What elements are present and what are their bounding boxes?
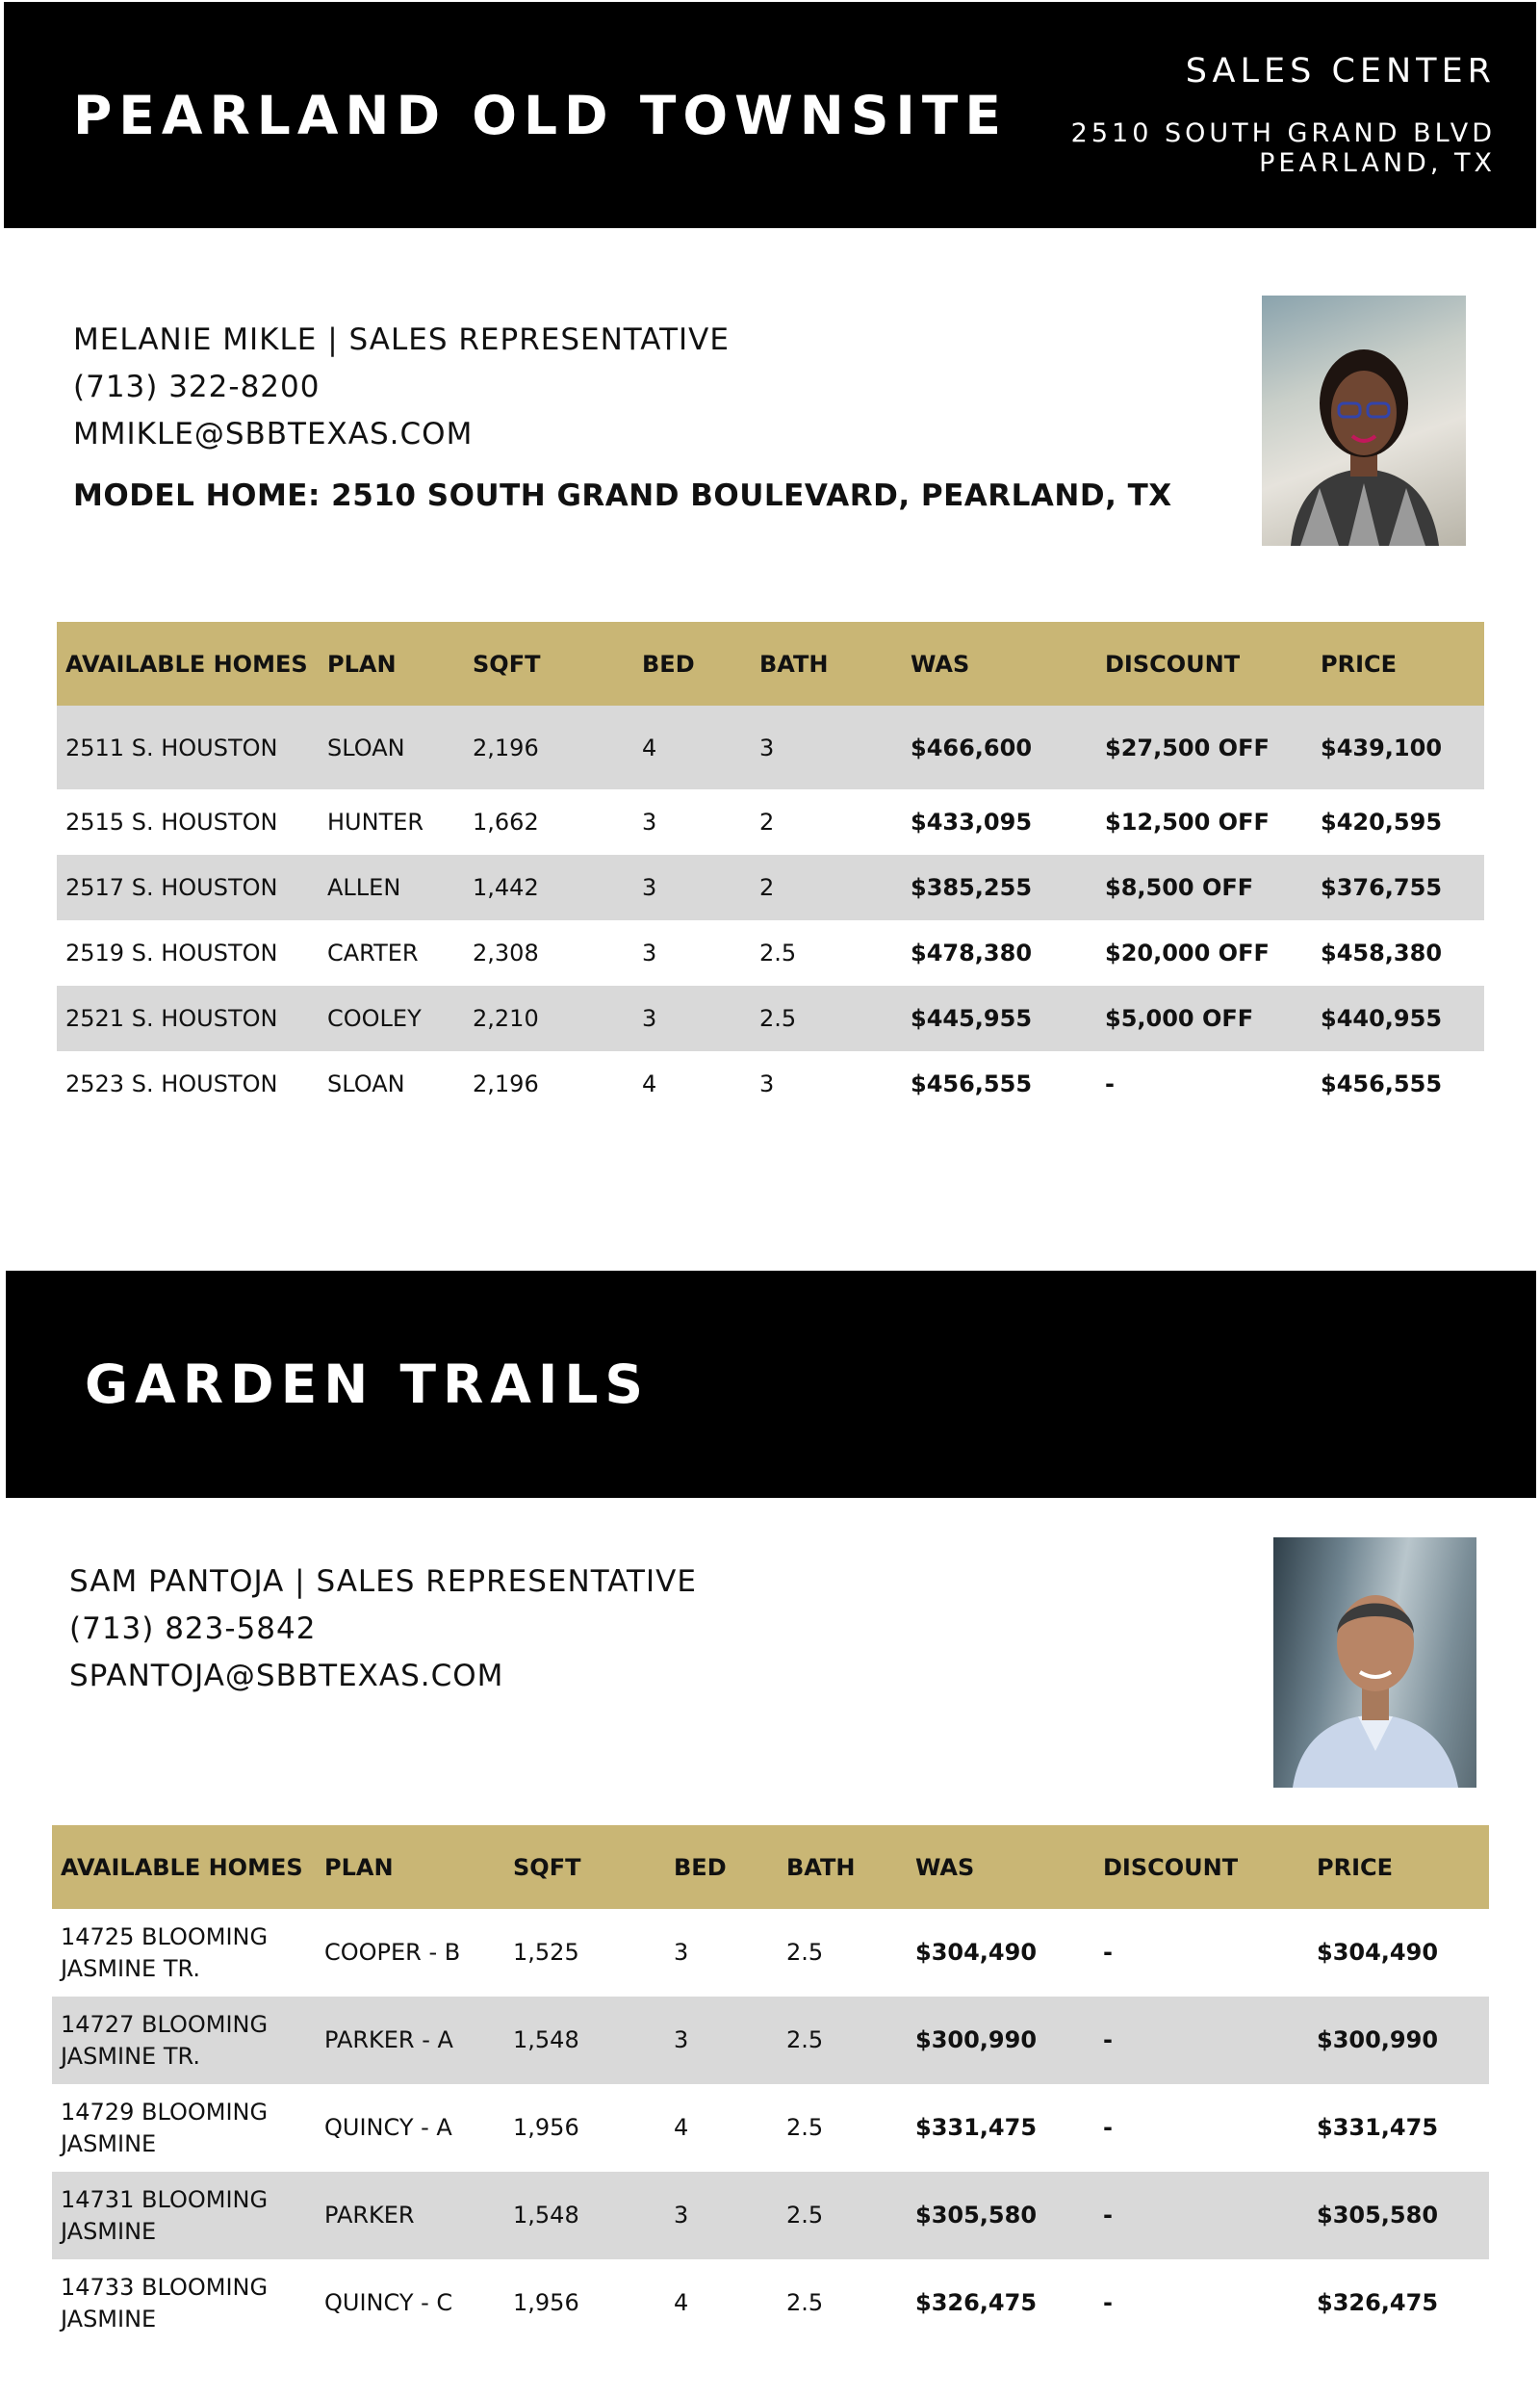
model-home-address: MODEL HOME: 2510 SOUTH GRAND BOULEVARD, PEARLAND, TX [73,478,1172,513]
cell-bed: 3 [665,1997,778,2084]
column-header: BED [665,1825,778,1909]
cell-address: 14727 BLOOMING JASMINE TR. [52,1997,316,2084]
cell-was: $445,955 [902,986,1096,1051]
rep-photo [1262,296,1466,546]
cell-bath: 2 [759,809,775,836]
column-header: PRICE [1312,622,1484,706]
cell-was: $456,555 [911,1070,1033,1097]
rep-phone: (713) 823-5842 [69,1611,317,1646]
community-title: GARDEN TRAILS [85,1353,651,1415]
section-header-pearland [4,2,1536,228]
table-row [57,1051,1484,1117]
available-homes-table [52,1825,1489,2347]
cell-bath: 2.5 [778,2172,907,2259]
cell-bed: 3 [633,855,751,920]
cell-sqft: 1,548 [504,2172,665,2259]
cell-sqft: 1,662 [473,809,539,836]
cell-bed: 4 [674,2289,689,2317]
cell-plan: SLOAN [319,706,464,789]
column-header: DISCOUNT [1094,1825,1308,1909]
cell-sqft: 1,442 [464,855,633,920]
cell-bath: 2.5 [786,1939,824,1967]
table-row [57,855,1484,920]
cell-plan: COOPER - B [324,1939,461,1967]
cell-plan: ALLEN [319,855,464,920]
cell-was: $331,475 [915,2114,1038,2142]
cell-discount: - [1094,2172,1308,2259]
cell-address: 14725 BLOOMING JASMINE TR. [61,1923,269,1982]
sales-rep-contact [69,1559,697,1700]
available-homes-table [57,622,1484,1117]
sales-rep-contact [73,317,730,458]
cell-price: $331,475 [1317,2114,1439,2142]
cell-price: $326,475 [1317,2289,1439,2317]
table-row [52,2172,1489,2259]
cell-address: 2515 S. HOUSTON [65,809,278,836]
cell-plan: COOLEY [319,986,464,1051]
section-header-garden-trails [6,1271,1536,1498]
cell-sqft: 2,196 [464,706,633,789]
cell-discount: $8,500 OFF [1096,855,1312,920]
cell-was: $326,475 [915,2289,1038,2317]
rep-portrait-icon [1262,296,1466,546]
table-row [57,706,1484,789]
cell-address: 2511 S. HOUSTON [57,706,319,789]
cell-address: 2517 S. HOUSTON [57,855,319,920]
column-header: PLAN [319,622,464,706]
cell-address: 2521 S. HOUSTON [57,986,319,1051]
column-header: AVAILABLE HOMES [57,622,319,706]
cell-price: $376,755 [1312,855,1484,920]
cell-was: $466,600 [902,706,1096,789]
cell-discount: - [1103,2289,1113,2317]
sales-center-label: SALES CENTER [1185,52,1496,90]
table-row [52,2084,1489,2172]
table-row [57,920,1484,986]
table-row [57,789,1484,855]
cell-sqft: 1,956 [513,2289,579,2317]
column-header: BATH [751,622,902,706]
cell-address: 14731 BLOOMING JASMINE [52,2172,316,2259]
column-header: DISCOUNT [1096,622,1312,706]
cell-price: $420,595 [1321,809,1443,836]
cell-was: $433,095 [911,809,1033,836]
cell-sqft: 2,210 [464,986,633,1051]
cell-plan: PARKER - A [316,1997,504,2084]
cell-address: 2523 S. HOUSTON [65,1070,278,1097]
column-header: AVAILABLE HOMES [52,1825,316,1909]
cell-discount: $12,500 OFF [1105,809,1270,836]
cell-discount: - [1103,2114,1113,2142]
cell-plan: CARTER [327,940,419,967]
column-header: WAS [907,1825,1094,1909]
cell-discount: - [1094,1997,1308,2084]
cell-discount: $5,000 OFF [1096,986,1312,1051]
rep-portrait-icon [1273,1537,1476,1788]
cell-plan: HUNTER [327,809,424,836]
cell-price: $458,380 [1321,940,1443,967]
cell-price: $439,100 [1312,706,1484,789]
column-header: PLAN [316,1825,504,1909]
cell-bath: 2.5 [786,2114,824,2142]
column-header: PRICE [1308,1825,1489,1909]
rep-email: MMIKLE@SBBTEXAS.COM [73,417,474,451]
column-header: SQFT [464,622,633,706]
cell-plan: PARKER [316,2172,504,2259]
column-header: BATH [778,1825,907,1909]
cell-plan: QUINCY - A [324,2114,452,2142]
community-title: PEARLAND OLD TOWNSITE [73,85,1008,146]
cell-bed: 3 [633,986,751,1051]
cell-address: 14733 BLOOMING JASMINE [61,2274,269,2333]
cell-discount: - [1105,1070,1115,1097]
cell-address: 2519 S. HOUSTON [65,940,278,967]
cell-bath: 2.5 [759,940,797,967]
cell-sqft: 1,956 [513,2114,579,2142]
table-row [57,986,1484,1051]
sales-center-address-line: PEARLAND, TX [1259,147,1496,178]
cell-bath: 2.5 [751,986,902,1051]
column-header: WAS [902,622,1096,706]
cell-plan: SLOAN [327,1070,405,1097]
cell-discount: $27,500 OFF [1096,706,1312,789]
cell-discount: - [1103,1939,1113,1967]
column-header: SQFT [504,1825,665,1909]
cell-was: $385,255 [902,855,1096,920]
cell-was: $478,380 [911,940,1033,967]
rep-email: SPANTOJA@SBBTEXAS.COM [69,1659,504,1693]
cell-was: $300,990 [907,1997,1094,2084]
column-header: BED [633,622,751,706]
cell-bed: 4 [633,706,751,789]
table-row [52,2259,1489,2347]
cell-price: $304,490 [1317,1939,1439,1967]
sales-center-address-line: 2510 SOUTH GRAND BLVD [1070,118,1496,148]
cell-plan: QUINCY - C [324,2289,453,2317]
rep-phone: (713) 322-8200 [73,370,321,404]
rep-photo [1273,1537,1476,1788]
table-row [52,1997,1489,2084]
cell-price: $305,580 [1308,2172,1489,2259]
cell-price: $300,990 [1308,1997,1489,2084]
cell-bath: 2.5 [786,2289,824,2317]
cell-sqft: 2,308 [473,940,539,967]
table-row [52,1909,1489,1997]
cell-discount: $20,000 OFF [1105,940,1270,967]
cell-sqft: 1,548 [504,1997,665,2084]
cell-was: $305,580 [907,2172,1094,2259]
cell-was: $304,490 [915,1939,1038,1967]
cell-sqft: 2,196 [473,1070,539,1097]
cell-bath: 3 [759,1070,775,1097]
cell-bed: 4 [674,2114,689,2142]
cell-bed: 4 [642,1070,657,1097]
rep-name-role: SAM PANTOJA | SALES REPRESENTATIVE [69,1564,697,1599]
cell-address: 14729 BLOOMING JASMINE [61,2099,269,2157]
cell-sqft: 1,525 [513,1939,579,1967]
cell-bath: 2 [751,855,902,920]
cell-bath: 3 [751,706,902,789]
cell-bed: 3 [674,1939,689,1967]
table-header-row [57,622,1484,706]
cell-bed: 3 [642,809,657,836]
cell-bath: 2.5 [778,1997,907,2084]
cell-bed: 3 [665,2172,778,2259]
cell-price: $456,555 [1321,1070,1443,1097]
sales-center-address [1071,119,1496,178]
table-header-row [52,1825,1489,1909]
cell-price: $440,955 [1312,986,1484,1051]
rep-name-role: MELANIE MIKLE | SALES REPRESENTATIVE [73,322,730,357]
cell-bed: 3 [642,940,657,967]
